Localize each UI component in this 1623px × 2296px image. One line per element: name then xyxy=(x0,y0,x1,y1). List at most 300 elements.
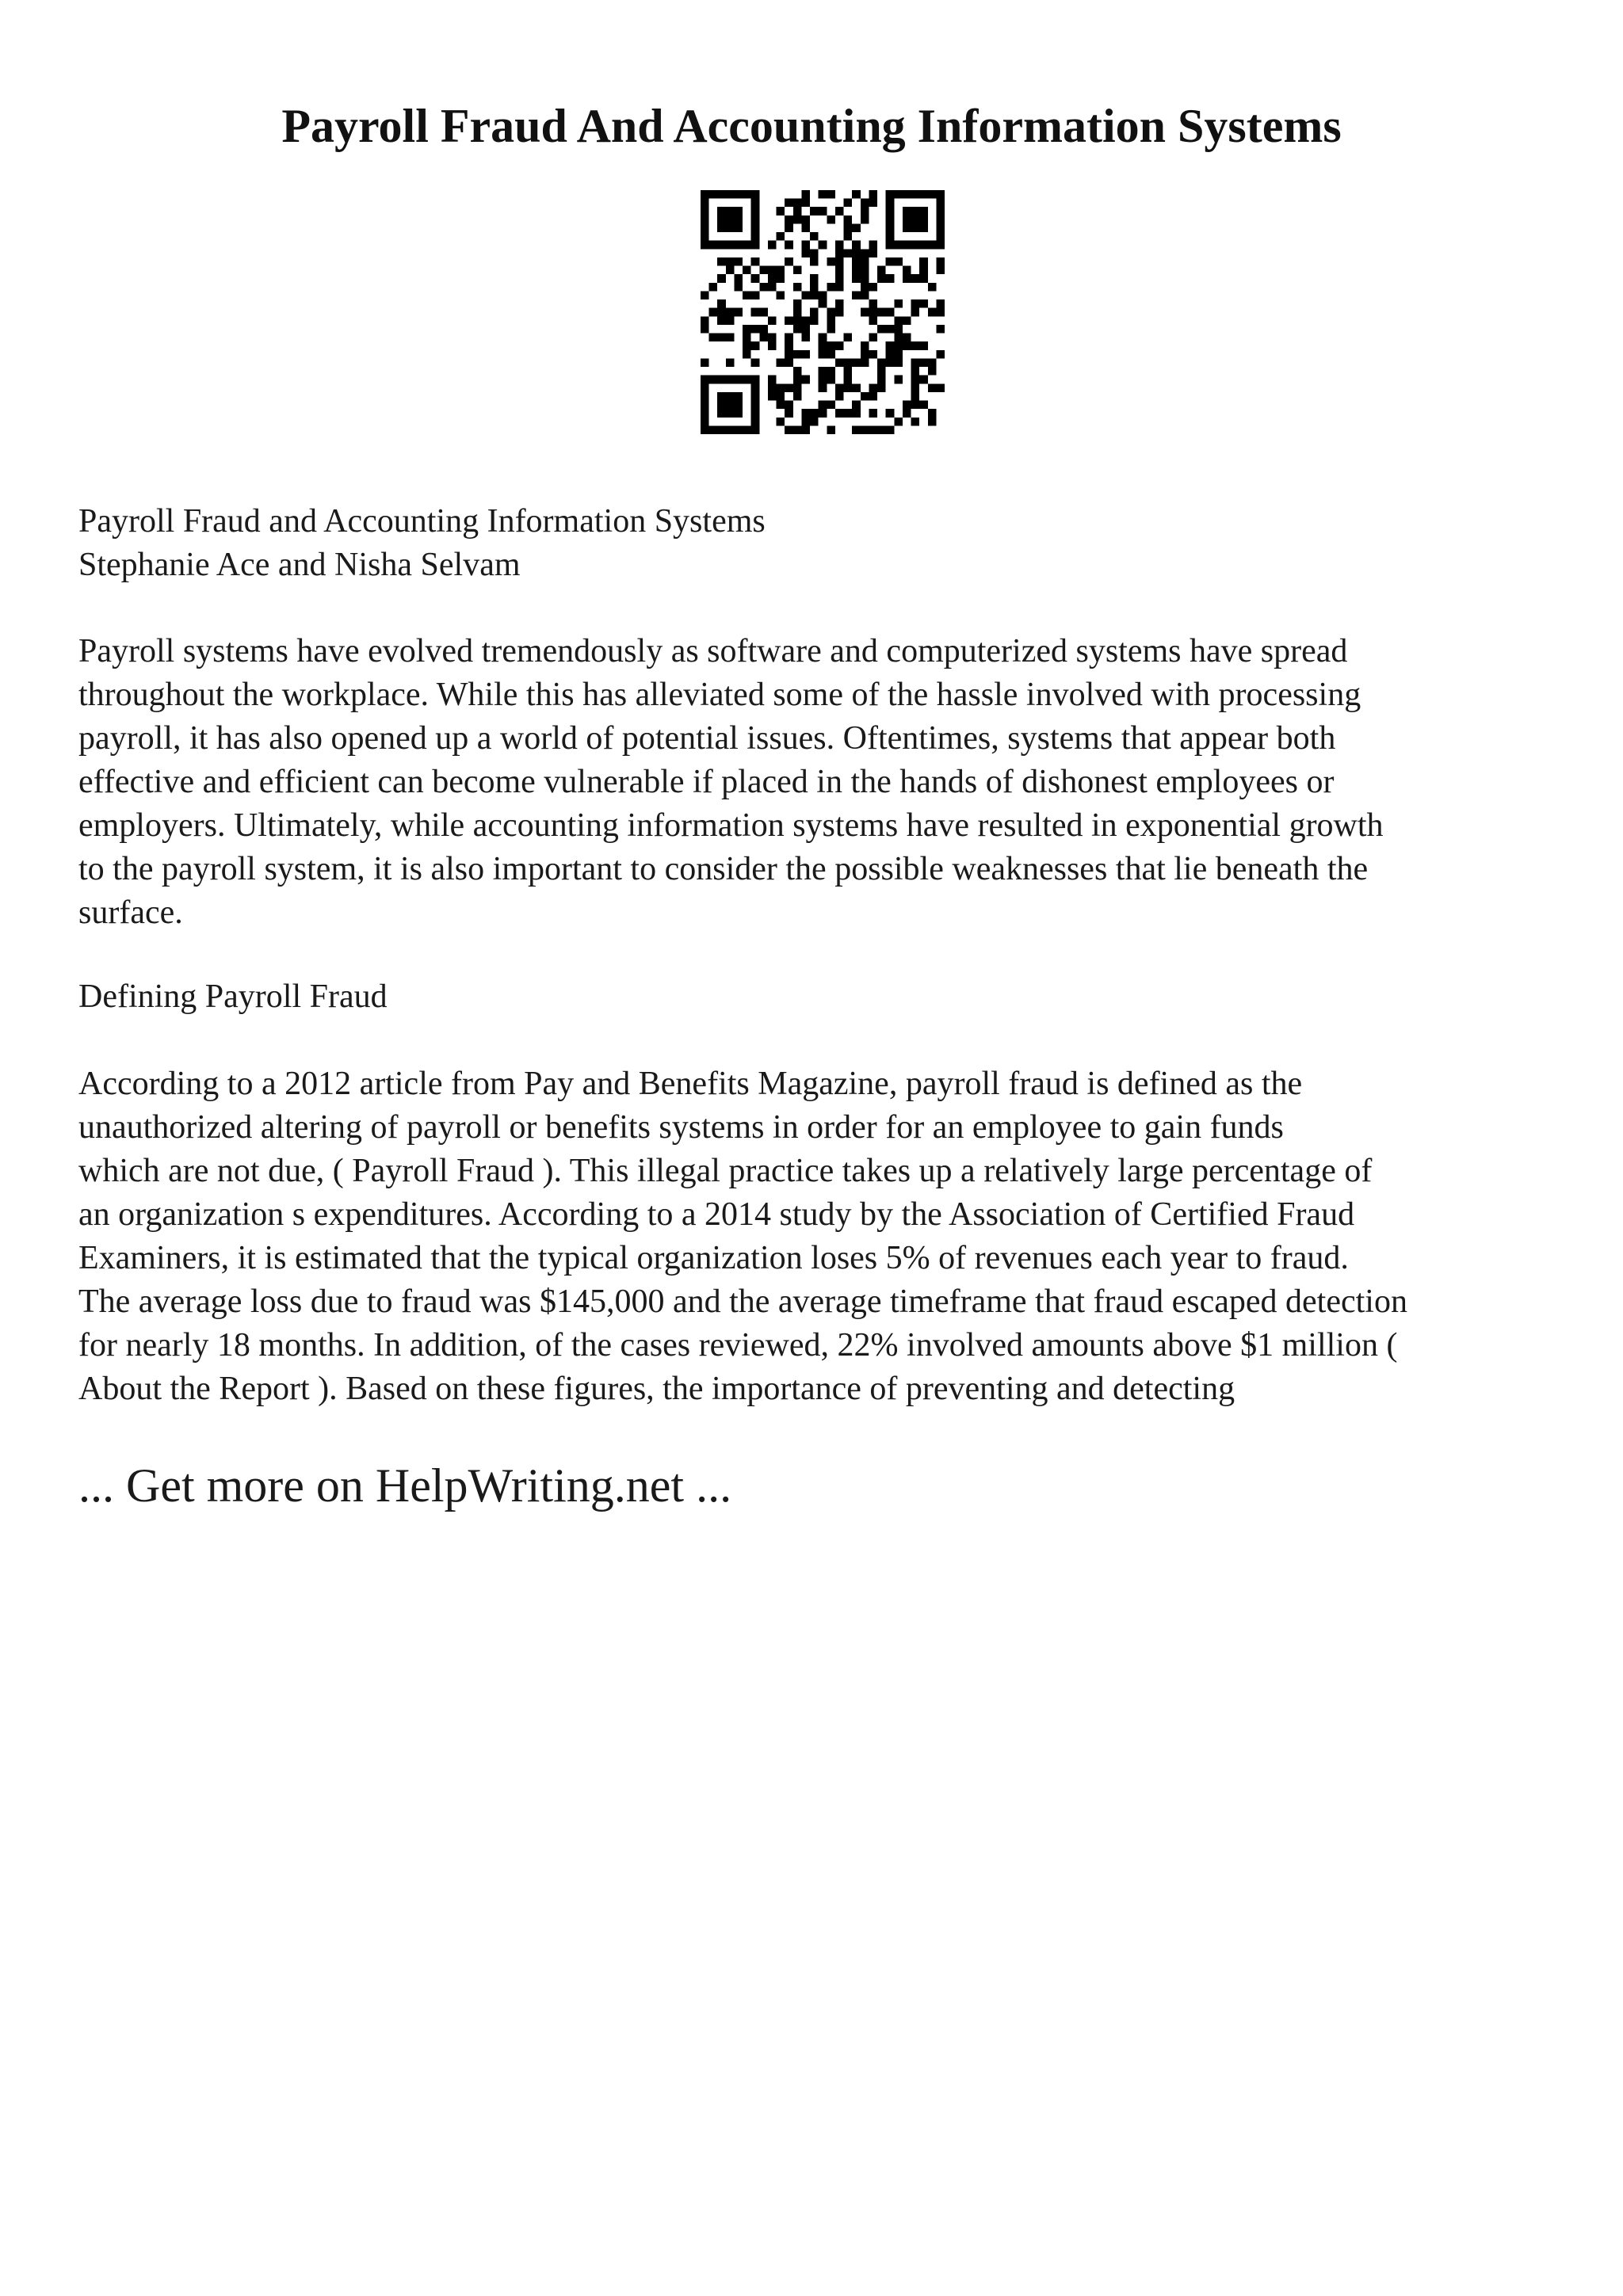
qr-module xyxy=(743,266,751,275)
qr-module xyxy=(785,223,793,232)
paragraph-line: Examiners, it is estimated that the typical organization loses 5% of revenues each year to fraud. xyxy=(78,1240,1349,1276)
qr-module xyxy=(886,308,895,317)
qr-module xyxy=(928,367,937,376)
qr-module xyxy=(701,291,709,299)
qr-module xyxy=(903,266,911,275)
qr-module xyxy=(936,383,945,392)
qr-module xyxy=(894,341,903,350)
qr-module xyxy=(877,425,886,434)
qr-module xyxy=(793,392,802,401)
qr-module xyxy=(785,350,793,359)
qr-module xyxy=(869,392,877,401)
qr-module xyxy=(827,215,835,224)
paragraph-line: About the Report ). Based on these figures, the importance of preventing and detecting xyxy=(78,1371,1235,1407)
qr-module xyxy=(819,383,827,392)
document-subtitle: Payroll Fraud and Accounting Information Systems xyxy=(78,503,766,540)
qr-module xyxy=(861,291,869,299)
qr-module xyxy=(861,266,869,275)
qr-module xyxy=(911,308,920,317)
qr-module xyxy=(911,367,920,376)
qr-module xyxy=(785,257,793,266)
qr-module xyxy=(801,350,810,359)
paragraph-line: According to a 2012 article from Pay and Benefits Magazine, payroll fraud is defined as the xyxy=(78,1066,1303,1102)
qr-module xyxy=(785,334,793,342)
qr-module xyxy=(793,383,802,392)
qr-module xyxy=(869,308,877,317)
qr-module xyxy=(801,215,810,224)
qr-module xyxy=(717,299,726,308)
qr-module xyxy=(717,257,726,266)
qr-module xyxy=(751,358,760,367)
qr-module xyxy=(852,425,861,434)
qr-module xyxy=(835,274,844,283)
qr-module xyxy=(928,283,937,292)
qr-module xyxy=(861,308,869,317)
qr-module xyxy=(810,418,819,426)
qr-module xyxy=(801,316,810,325)
qr-module xyxy=(743,341,751,350)
qr-module xyxy=(726,266,735,275)
qr-module xyxy=(852,409,861,418)
qr-module xyxy=(835,249,844,257)
qr-module xyxy=(801,241,810,250)
qr-module xyxy=(801,325,810,334)
qr-module xyxy=(911,383,920,392)
qr-module xyxy=(928,358,937,367)
qr-module xyxy=(768,341,777,350)
qr-module xyxy=(844,383,853,392)
qr-module xyxy=(869,383,877,392)
qr-module xyxy=(801,376,810,384)
qr-module xyxy=(894,257,903,266)
qr-module xyxy=(810,274,819,283)
qr-module xyxy=(751,291,760,299)
qr-module xyxy=(852,358,861,367)
qr-module xyxy=(936,257,945,266)
qr-module xyxy=(894,325,903,334)
qr-module xyxy=(861,215,869,224)
qr-module xyxy=(709,283,718,292)
qr-module xyxy=(810,409,819,418)
authors: Stephanie Ace and Nisha Selvam xyxy=(78,547,521,583)
qr-module xyxy=(835,207,844,215)
qr-module xyxy=(819,341,827,350)
qr-module xyxy=(911,418,920,426)
qr-module xyxy=(919,358,928,367)
qr-module xyxy=(869,283,877,292)
get-more-link[interactable]: ... Get more on HelpWriting.net ... xyxy=(78,1459,732,1512)
qr-module xyxy=(877,325,886,334)
qr-module xyxy=(936,299,945,308)
qr-module xyxy=(869,350,877,359)
qr-module xyxy=(903,341,911,350)
qr-module xyxy=(894,358,903,367)
paragraph-line: to the payroll system, it is also important to consider the possible weaknesses that lie beneath the xyxy=(78,851,1369,887)
qr-module xyxy=(894,376,903,384)
qr-module xyxy=(743,334,751,342)
qr-module xyxy=(785,199,793,208)
qr-module xyxy=(777,207,785,215)
qr-module xyxy=(777,266,785,275)
qr-module xyxy=(861,392,869,401)
qr-module xyxy=(785,341,793,350)
paragraph-line: throughout the workplace. While this has alleviated some of the hassle involved with processing xyxy=(78,677,1361,713)
qr-module xyxy=(919,257,928,266)
qr-module xyxy=(903,401,911,410)
qr-module xyxy=(785,358,793,367)
qr-module xyxy=(785,409,793,418)
qr-module xyxy=(886,425,895,434)
qr-module xyxy=(785,241,793,250)
qr-module xyxy=(936,308,945,317)
qr-module xyxy=(911,299,920,308)
qr-module xyxy=(936,350,945,359)
author-block xyxy=(78,500,1568,587)
qr-module xyxy=(793,316,802,325)
qr-module xyxy=(759,325,768,334)
qr-module xyxy=(810,207,819,215)
qr-module xyxy=(701,358,709,367)
qr-module xyxy=(751,274,760,283)
paragraph-line: effective and efficient can become vulnerable if placed in the hands of dishonest employees or xyxy=(78,764,1335,800)
qr-module xyxy=(869,249,877,257)
qr-module xyxy=(852,190,861,199)
qr-module xyxy=(793,283,802,292)
paragraph-line: an organization s expenditures. According to a 2014 study by the Association of Certified Fraud xyxy=(78,1196,1355,1233)
qr-module xyxy=(827,425,835,434)
qr-module xyxy=(768,392,777,401)
qr-module xyxy=(819,190,827,199)
qr-module xyxy=(819,401,827,410)
qr-module xyxy=(886,274,895,283)
qr-module xyxy=(903,316,911,325)
qr-module xyxy=(768,383,777,392)
paragraph-line: The average loss due to fraud was $145,000 and the average timeframe that fraud escaped detection xyxy=(78,1283,1407,1320)
section-heading: Defining Payroll Fraud xyxy=(78,978,388,1015)
qr-module xyxy=(717,274,726,283)
qr-module xyxy=(861,341,869,350)
qr-module xyxy=(827,308,835,317)
paragraph-intro xyxy=(78,630,1568,935)
qr-module xyxy=(877,376,886,384)
qr-module xyxy=(869,199,877,208)
qr-module xyxy=(801,418,810,426)
qr-module xyxy=(877,266,886,275)
qr-module xyxy=(819,291,827,299)
qr-module xyxy=(768,316,777,325)
qr-module xyxy=(768,283,777,292)
qr-module xyxy=(726,257,735,266)
qr-module xyxy=(835,308,844,317)
qr-module xyxy=(801,425,810,434)
qr-module xyxy=(751,341,760,350)
qr-module xyxy=(743,325,751,334)
qr-module xyxy=(793,199,802,208)
qr-module xyxy=(726,358,735,367)
qr-module xyxy=(793,367,802,376)
qr-module xyxy=(777,383,785,392)
qr-module xyxy=(835,392,844,401)
qr-module xyxy=(928,409,937,418)
qr-module xyxy=(852,266,861,275)
qr-module xyxy=(777,291,785,299)
qr-module xyxy=(852,249,861,257)
qr-module xyxy=(869,334,877,342)
qr-module xyxy=(793,299,802,308)
qr-module xyxy=(861,207,869,215)
qr-module xyxy=(768,334,777,342)
qr-module xyxy=(701,325,709,334)
qr-module xyxy=(844,232,853,241)
qr-module xyxy=(894,418,903,426)
qr-module xyxy=(861,283,869,292)
paragraph-line: for nearly 18 months. In addition, of the cases reviewed, 22% involved amounts above $1 million ( xyxy=(78,1327,1398,1363)
qr-module xyxy=(768,241,777,250)
qr-module xyxy=(717,316,726,325)
qr-module xyxy=(819,367,827,376)
qr-module xyxy=(734,308,743,317)
qr-module xyxy=(852,223,861,232)
qr-module xyxy=(717,334,726,342)
qr-module xyxy=(827,376,835,384)
qr-module xyxy=(819,409,827,418)
qr-module xyxy=(785,215,793,224)
qr-module xyxy=(810,232,819,241)
qr-module xyxy=(743,291,751,299)
qr-module xyxy=(877,274,886,283)
qr-module xyxy=(894,334,903,342)
qr-module xyxy=(928,418,937,426)
qr-module xyxy=(919,341,928,350)
qr-module xyxy=(861,249,869,257)
qr-module xyxy=(810,283,819,292)
qr-module xyxy=(852,401,861,410)
qr-module xyxy=(877,308,886,317)
qr-module xyxy=(793,207,802,215)
qr-module xyxy=(894,299,903,308)
qr-module xyxy=(869,425,877,434)
qr-module xyxy=(819,241,827,250)
qr-module xyxy=(911,392,920,401)
qr-module xyxy=(819,350,827,359)
qr-module xyxy=(777,418,785,426)
qr-module xyxy=(759,308,768,317)
qr-module xyxy=(861,350,869,359)
qr-module xyxy=(785,425,793,434)
qr-module xyxy=(810,316,819,325)
qr-module xyxy=(801,409,810,418)
qr-module xyxy=(819,299,827,308)
qr-module xyxy=(777,274,785,283)
qr-module xyxy=(793,325,802,334)
qr-module xyxy=(785,401,793,410)
qr-module xyxy=(751,325,760,334)
paragraph-line: Payroll systems have evolved tremendously as software and computerized systems have spread xyxy=(78,633,1348,669)
qr-module xyxy=(709,334,718,342)
qr-module xyxy=(801,223,810,232)
qr-module xyxy=(793,425,802,434)
qr-module xyxy=(701,316,709,325)
qr-module xyxy=(835,283,844,292)
qr-module xyxy=(759,334,768,342)
qr-module xyxy=(844,223,853,232)
qr-module xyxy=(827,257,835,266)
qr-module xyxy=(928,383,937,392)
qr-module xyxy=(911,274,920,283)
qr-module xyxy=(852,274,861,283)
qr-module xyxy=(835,358,844,367)
qr-module xyxy=(919,274,928,283)
qr-module xyxy=(861,199,869,208)
qr-module xyxy=(726,316,735,325)
qr-module xyxy=(852,241,861,250)
qr-module xyxy=(827,341,835,350)
qr-module xyxy=(835,266,844,275)
qr-module xyxy=(768,266,777,275)
qr-module xyxy=(919,266,928,275)
qr-module xyxy=(801,334,810,342)
qr-module xyxy=(861,425,869,434)
qr-module xyxy=(827,350,835,359)
qr-module xyxy=(827,401,835,410)
qr-module xyxy=(777,358,785,367)
qr-code-icon[interactable] xyxy=(701,190,945,434)
qr-module xyxy=(844,367,853,376)
qr-module xyxy=(886,350,895,359)
paragraph-line: surface. xyxy=(78,894,183,931)
qr-module xyxy=(861,257,869,266)
qr-module xyxy=(835,241,844,250)
qr-module xyxy=(785,383,793,392)
qr-module xyxy=(759,283,768,292)
paragraph-line: payroll, it has also opened up a world of potential issues. Oftentimes, systems that appear both xyxy=(78,720,1336,757)
qr-module xyxy=(886,325,895,334)
qr-module xyxy=(919,401,928,410)
qr-module xyxy=(844,358,853,367)
qr-module xyxy=(777,232,785,241)
qr-module xyxy=(835,341,844,350)
qr-module xyxy=(852,291,861,299)
qr-module xyxy=(869,316,877,325)
qr-module xyxy=(919,299,928,308)
qr-module xyxy=(819,207,827,215)
qr-module xyxy=(768,274,777,283)
qr-module xyxy=(810,257,819,266)
qr-module xyxy=(793,266,802,275)
qr-module xyxy=(827,190,835,199)
qr-module xyxy=(936,325,945,334)
qr-module xyxy=(777,401,785,410)
qr-module xyxy=(886,358,895,367)
qr-module xyxy=(734,274,743,283)
qr-module xyxy=(877,358,886,367)
qr-module xyxy=(835,299,844,308)
qr-module xyxy=(777,392,785,401)
paragraph-line: unauthorized altering of payroll or benefits systems in order for an employee to gain funds xyxy=(78,1109,1284,1146)
qr-module xyxy=(793,376,802,384)
qr-module xyxy=(852,383,861,392)
qr-module xyxy=(869,409,877,418)
paragraph-definition xyxy=(78,1062,1568,1411)
qr-module xyxy=(903,409,911,418)
qr-module xyxy=(827,283,835,292)
qr-module xyxy=(869,241,877,250)
qr-module xyxy=(894,350,903,359)
qr-module xyxy=(852,257,861,266)
qr-module xyxy=(751,308,760,317)
qr-module xyxy=(877,367,886,376)
qr-module xyxy=(726,334,735,342)
qr-module xyxy=(911,358,920,367)
document-title: Payroll Fraud And Accounting Information Systems xyxy=(281,100,1342,152)
qr-module xyxy=(886,257,895,266)
qr-module xyxy=(793,215,802,224)
qr-module xyxy=(911,341,920,350)
qr-module xyxy=(793,350,802,359)
qr-module xyxy=(801,199,810,208)
qr-module xyxy=(793,308,802,317)
qr-module xyxy=(835,409,844,418)
qr-module xyxy=(911,401,920,410)
qr-module xyxy=(919,376,928,384)
qr-module xyxy=(835,257,844,266)
qr-module xyxy=(903,334,911,342)
qr-module xyxy=(861,274,869,283)
qr-module xyxy=(894,316,903,325)
qr-module xyxy=(861,358,869,367)
qr-module xyxy=(936,266,945,275)
qr-module xyxy=(810,291,819,299)
qr-module xyxy=(844,376,853,384)
qr-module xyxy=(869,299,877,308)
qr-module xyxy=(928,308,937,317)
qr-module xyxy=(819,334,827,342)
qr-module xyxy=(835,383,844,392)
qr-module xyxy=(801,291,810,299)
qr-module xyxy=(810,308,819,317)
qr-module xyxy=(886,409,895,418)
qr-module xyxy=(827,367,835,376)
qr-module xyxy=(734,283,743,292)
qr-module xyxy=(734,257,743,266)
qr-module xyxy=(801,249,810,257)
qr-module xyxy=(726,308,735,317)
qr-module xyxy=(827,316,835,325)
qr-module xyxy=(768,376,777,384)
qr-module xyxy=(819,376,827,384)
qr-module xyxy=(751,257,760,266)
qr-module xyxy=(844,249,853,257)
qr-module xyxy=(827,325,835,334)
qr-module xyxy=(844,409,853,418)
qr-module xyxy=(844,199,853,208)
qr-module xyxy=(785,316,793,325)
qr-module xyxy=(903,274,911,283)
qr-module xyxy=(911,376,920,384)
qr-module xyxy=(877,383,886,392)
qr-module xyxy=(759,266,768,275)
qr-module xyxy=(743,350,751,359)
qr-module xyxy=(801,190,810,199)
qr-module xyxy=(810,249,819,257)
qr-module xyxy=(844,215,853,224)
qr-module xyxy=(886,341,895,350)
paragraph-line: which are not due, ( Payroll Fraud ). This illegal practice takes up a relatively large percentage of xyxy=(78,1153,1373,1189)
qr-module xyxy=(844,334,853,342)
qr-module xyxy=(869,190,877,199)
paragraph-line: employers. Ultimately, while accounting information systems have resulted in exponential growth xyxy=(78,807,1384,844)
qr-module xyxy=(717,308,726,317)
